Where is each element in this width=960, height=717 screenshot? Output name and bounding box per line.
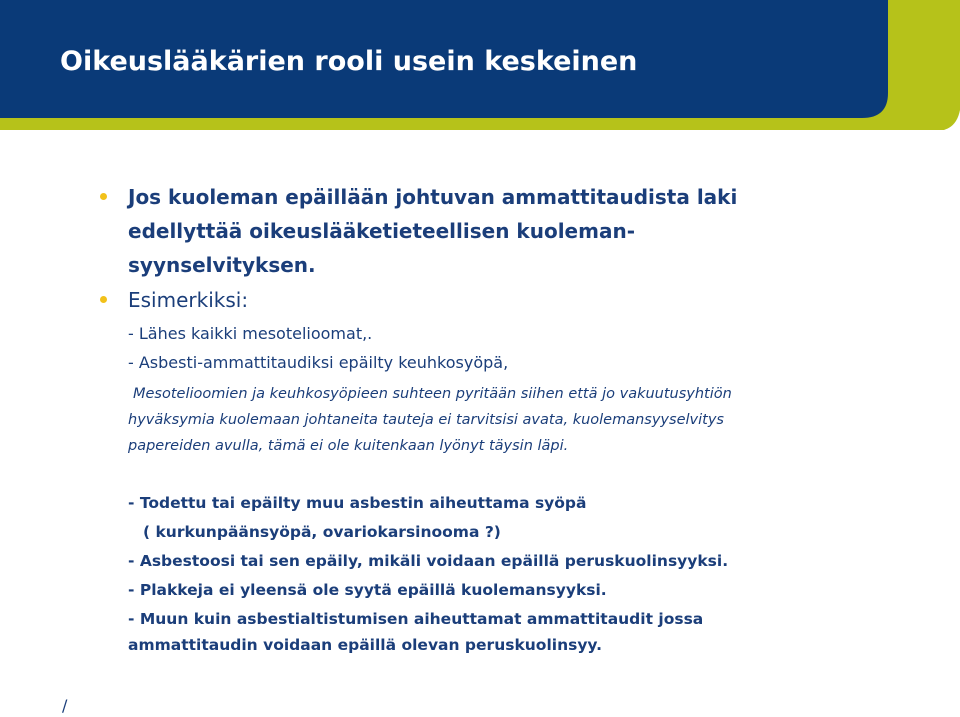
example-line-1: - Lähes kaikki mesotelioomat,. <box>128 324 373 343</box>
note-line-2: hyväksymia kuolemaan johtaneita tauteja ei tarvitsisi avata, kuolemansyyselvitys <box>128 412 724 428</box>
page-title: Oikeuslääkärien rooli usein keskeinen <box>60 46 638 77</box>
bullet-dot-2 <box>100 296 107 303</box>
bullet2-label: Esimerkiksi: <box>128 288 249 312</box>
list-line-2: ( kurkunpäänsyöpä, ovariokarsinooma ?) <box>143 523 501 541</box>
note-line-3: papereiden avulla, tämä ei ole kuitenkaan lyönyt täysin läpi. <box>128 438 569 454</box>
bullet-dot-1 <box>100 193 107 200</box>
list-line-5: - Muun kuin asbestialtistumisen aiheuttamat ammattitaudit jossa <box>128 610 704 628</box>
list-line-3: - Asbestoosi tai sen epäily, mikäli voidaan epäillä peruskuolinsyyksi. <box>128 552 729 570</box>
note-line-1: Mesotelioomien ja keuhkosyöpieen suhteen pyritään siihen että jo vakuutusyhtiön <box>133 386 732 402</box>
list-line-6: ammattitaudin voidaan epäillä olevan peruskuolinsyy. <box>128 636 602 654</box>
example-line-2: - Asbesti-ammattitaudiksi epäilty keuhkosyöpä, <box>128 353 509 372</box>
slide-number: / <box>62 696 68 715</box>
bullet1-line-1: Jos kuoleman epäillään johtuvan ammattitaudista laki <box>128 185 738 209</box>
bullet1-line-2: edellyttää oikeuslääketieteellisen kuoleman- <box>128 219 635 243</box>
list-line-4: - Plakkeja ei yleensä ole syytä epäillä kuolemansyyksi. <box>128 581 607 599</box>
list-line-1: - Todettu tai epäilty muu asbestin aiheuttama syöpä <box>128 494 587 512</box>
bullet1-line-3: syynselvityksen. <box>128 253 316 277</box>
